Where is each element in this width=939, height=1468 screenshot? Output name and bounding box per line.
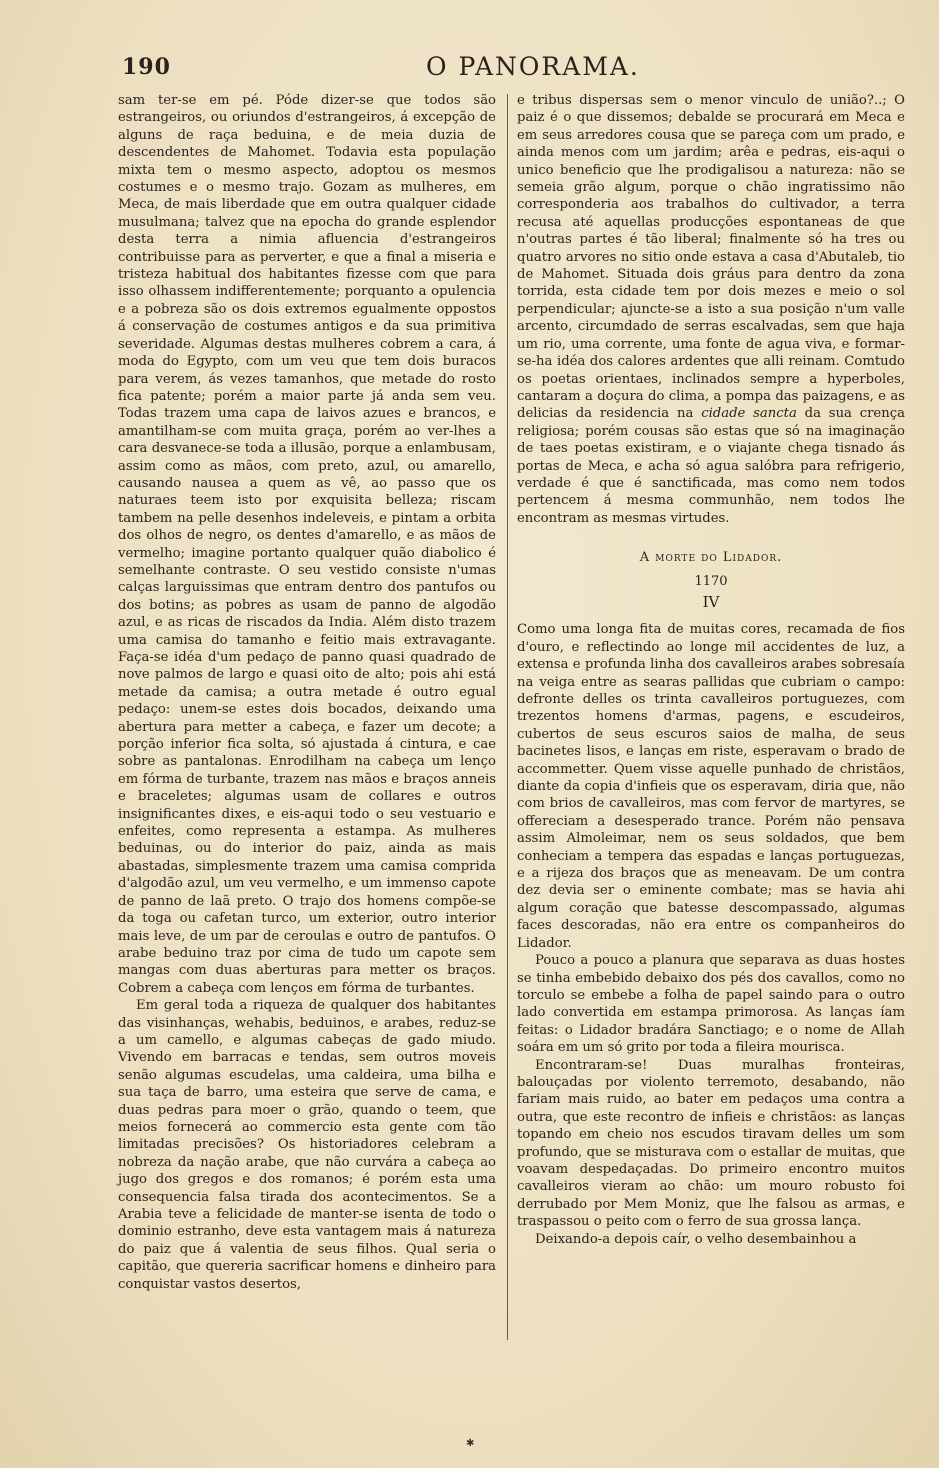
article-year: 1170	[694, 573, 728, 589]
page-number: 190	[122, 54, 171, 80]
right-paragraph-1	[517, 92, 905, 527]
right-paragraph-3: Pouco a pouco a planura que separava as duas hostes se tinha embebido debaixo dos pés dos cavallos, como no torculo se embebe a folha de papel saindo para o outro lado convertida em estampa primorosa. As lanças íam feitas: o Lidador bradára Sanctiago; e o nome de Allah soára em um só grito por toda a fileira mourisca.	[517, 953, 905, 1056]
decorative-star-icon: ✱	[466, 1438, 475, 1449]
column-divider	[507, 94, 508, 1340]
right-paragraph-1-rest: da sua crença religiosa; porém cousas são estas que só na imaginação de taes poetas existiram, e o viajante chega tisnado ás portas de Meca, e acha só agua salóbra para refrigerio, verdade é que é sanctificada, mas como nem todos pertencem á mesma communhão, nem todos lhe encontram as mesmas virtudes.	[517, 406, 905, 526]
right-paragraph-4: Encontraram-se! Duas muralhas fronteiras, balouçadas por violento terremoto, desabando, não fariam mais ruido, ao bater em pedaços uma contra a outra, que este recontro de infieis e christãos: as lanças topando em cheio nos escudos tiravam delles um som profundo, que se misturava com o estallar de muitas, que voavam despedaçadas. Do primeiro encontro muitos cavalleiros vieram ao chão: um mouro robusto foi derrubado por Mem Moniz, que lhe falsou as armas, e traspassou o peito com o ferro de sua grossa lança.	[517, 1057, 905, 1230]
left-paragraph-2: Em geral toda a riqueza de qualquer dos habitantes das visinhanças, wehabis, beduinos, e arabes, reduz-se a um camello, e algumas cabeças de gado miudo. Vivendo em barracas e tendas, sem outros moveis senão algumas escudelas, uma caldeira, uma bilha e sua taça de barro, uma esteira que serve de cama, e duas pedras para moer o grão, quando o teem, que meios fornecerá ao commercio esta gente com tão limitadas precisões? Os historiadores celebram a nobreza da nação arabe, que não curvára a cabeça ao jugo dos gregos e dos romanos; é porém esta uma consequencia falsa tirada dos acontecimentos. Se a Arabia teve a felicidade de manter-se isenta de todo o dominio estranho, deve esta vantagem mais á natureza do paiz que á valentia de seus filhos. Qual seria o capitão, que quereria sacrificar homens e dinheiro para conquistar vastos desertos,	[118, 998, 496, 1292]
italic-phrase: cidade sancta	[701, 406, 797, 422]
right-paragraph-5: Deixando-a depois caír, o velho desembainhou a	[535, 1231, 857, 1247]
article-part-number: IV	[702, 592, 720, 611]
running-title: O PANORAMA.	[426, 52, 640, 81]
article-title: A morte do Lidador.	[639, 550, 783, 566]
left-paragraph-1: sam ter-se em pé. Póde dizer-se que todos são estrangeiros, ou oriundos d'estrangeiros, á excepção de alguns de raça beduina, e de meia duzia de descendentes de Mahomet. Todavia esta população mixta tem o mesmo aspecto, adoptou os mesmos costumes e o mesmo trajo. Gozam as mulheres, em Meca, de mais liberdade que em outra qualquer cidade musulmana; talvez que na epocha do grande esplendor desta terra a nimia afluencia d'estrangeiros contribuisse para as perverter, e que a final a miseria e tristeza habitual dos habitantes fizesse com que para isso olhassem indifferentemente; porquanto a opulencia e a pobreza são os dois extremos egualmente oppostos á conservação de costumes antigos e da sua primitiva severidade. Algumas destas mulheres cobrem a cara, á moda do Egypto, com um veu que tem dois buracos para verem, ás vezes tamanhos, que metade do rosto fica patente; porém a maior parte já anda sem veu. Todas trazem uma capa de laivos azues e brancos, e amantilham-se com muita graça, porém ao ver-lhes a cara desvanece-se toda a illusão, porque a enlambusam, assim como as mãos, com preto, azul, ou amarello, causando nausea a quem as vê, ao passo que os naturaes teem isto por exquisita belleza; riscam tambem na pelle desenhos indeleveis, e pintam a orbita dos olhos de negro, os dentes d'amarello, e as mãos de vermelho; imagine portanto qualquer quão diabolico é semelhante contraste. O seu vestido consiste n'umas calças larguissimas que entram dentro dos pantufos ou dos botins; as pobres as usam de panno de algodão azul, e as ricas de riscados da India. Além disto trazem uma camisa do tamanho e feitio mais extravagante. Faça-se idéa d'um pedaço de panno quasi quadrado de nove palmos de largo e quasi oito de alto; pois ahi está metade da camisa; a outra metade é outro egual pedaço: unem-se estes dois bocados, deixando uma abertura para metter a cabeça, e fazer um decote; a porção inferior fica solta, só ajustada á cintura, e cae sobre as pantalonas. Enrodilham na cabeça um lenço em fórma de turbante, trazem nas mãos e braços anneis e braceletes; algumas usam de collares e outros insignificantes dixes, e eis-aqui todo o seu vestuario e enfeites, como representa a estampa. As mulheres beduinas, ou do interior do paiz, ainda as mais abastadas, simplesmente trazem uma camisa comprida d'algodão azul, um veu vermelho, e um immenso capote de panno de laã preto. O trajo dos homens compõe-se da toga ou cafetan turco, um exterior, outro interior mais leve, de um par de ceroulas e outro de pantufos. O arabe beduino traz por cima de tudo um capote sem mangas com duas aberturas para metter os braços. Cobrem a cabeça com lenços em fórma de turbantes.	[118, 93, 496, 996]
right-column	[517, 92, 905, 1248]
right-paragraph-2: Como uma longa fita de muitas cores, recamada de fios d'ouro, e reflectindo ao longe mil accidentes de luz, a extensa e profunda linha dos cavalleiros arabes sobresaía na veiga entre as searas pallidas que cubriam o campo: defronte delles os trinta cavalleiros portuguezes, com trezentos homens d'armas, pagens, e escudeiros, cubertos de seus escuros saios de malha, de seus bacinetes lisos, e lanças em riste, esperavam o brado de accommetter. Quem visse aquelle punhado de christãos, diante da copia d'infieis que os esperavam, diria que, não com brios de cavalleiros, mas com fervor de martyres, se offereciam a desesperado trance. Porém não pensava assim Almoleimar, nem os seus soldados, que bem conheciam a tempera das espadas e lanças portuguezas, e a rijeza dos braços que as meneavam. De um contra dez devia ser o eminente combate; mas se havia ahi algum coração que batesse descompassado, algumas faces descoradas, não era entre os companheiros do Lidador.	[517, 622, 905, 951]
right-paragraph-1-text: e tribus dispersas sem o menor vinculo de união?..; O paiz é o que dissemos; debalde se procurará em Meca e em seus arredores cousa que se pareça com um prado, e ainda menos com um jardim; arêa e pedras, eis-aqui o unico beneficio que lhe prodigalisou a natureza: não se semeia grão algum, porque o chão ingratissimo não corresponderia aos trabalhos do cultivador, a terra recusa até aquellas producções espontaneas de que n'outras partes é tão liberal; finalmente só ha tres ou quatro arvores no sitio onde estava a casa d'Abutaleb, tio de Mahomet. Situada dois gráus para dentro da zona torrida, esta cidade tem por dois mezes e meio o sol perpendicular; ajuncte-se a isto a sua posição n'um valle arcento, circumdado de serras escalvadas, sem que haja um rio, uma corrente, uma fonte de agua viva, e formar-se-ha idéa dos calores ardentes que alli reinam. Comtudo os poetas orientaes, inclinados sempre a hyperboles, cantaram a doçura do clima, a pompa das paizagens, e as delicias da residencia na	[517, 93, 905, 422]
left-column	[118, 92, 496, 1293]
